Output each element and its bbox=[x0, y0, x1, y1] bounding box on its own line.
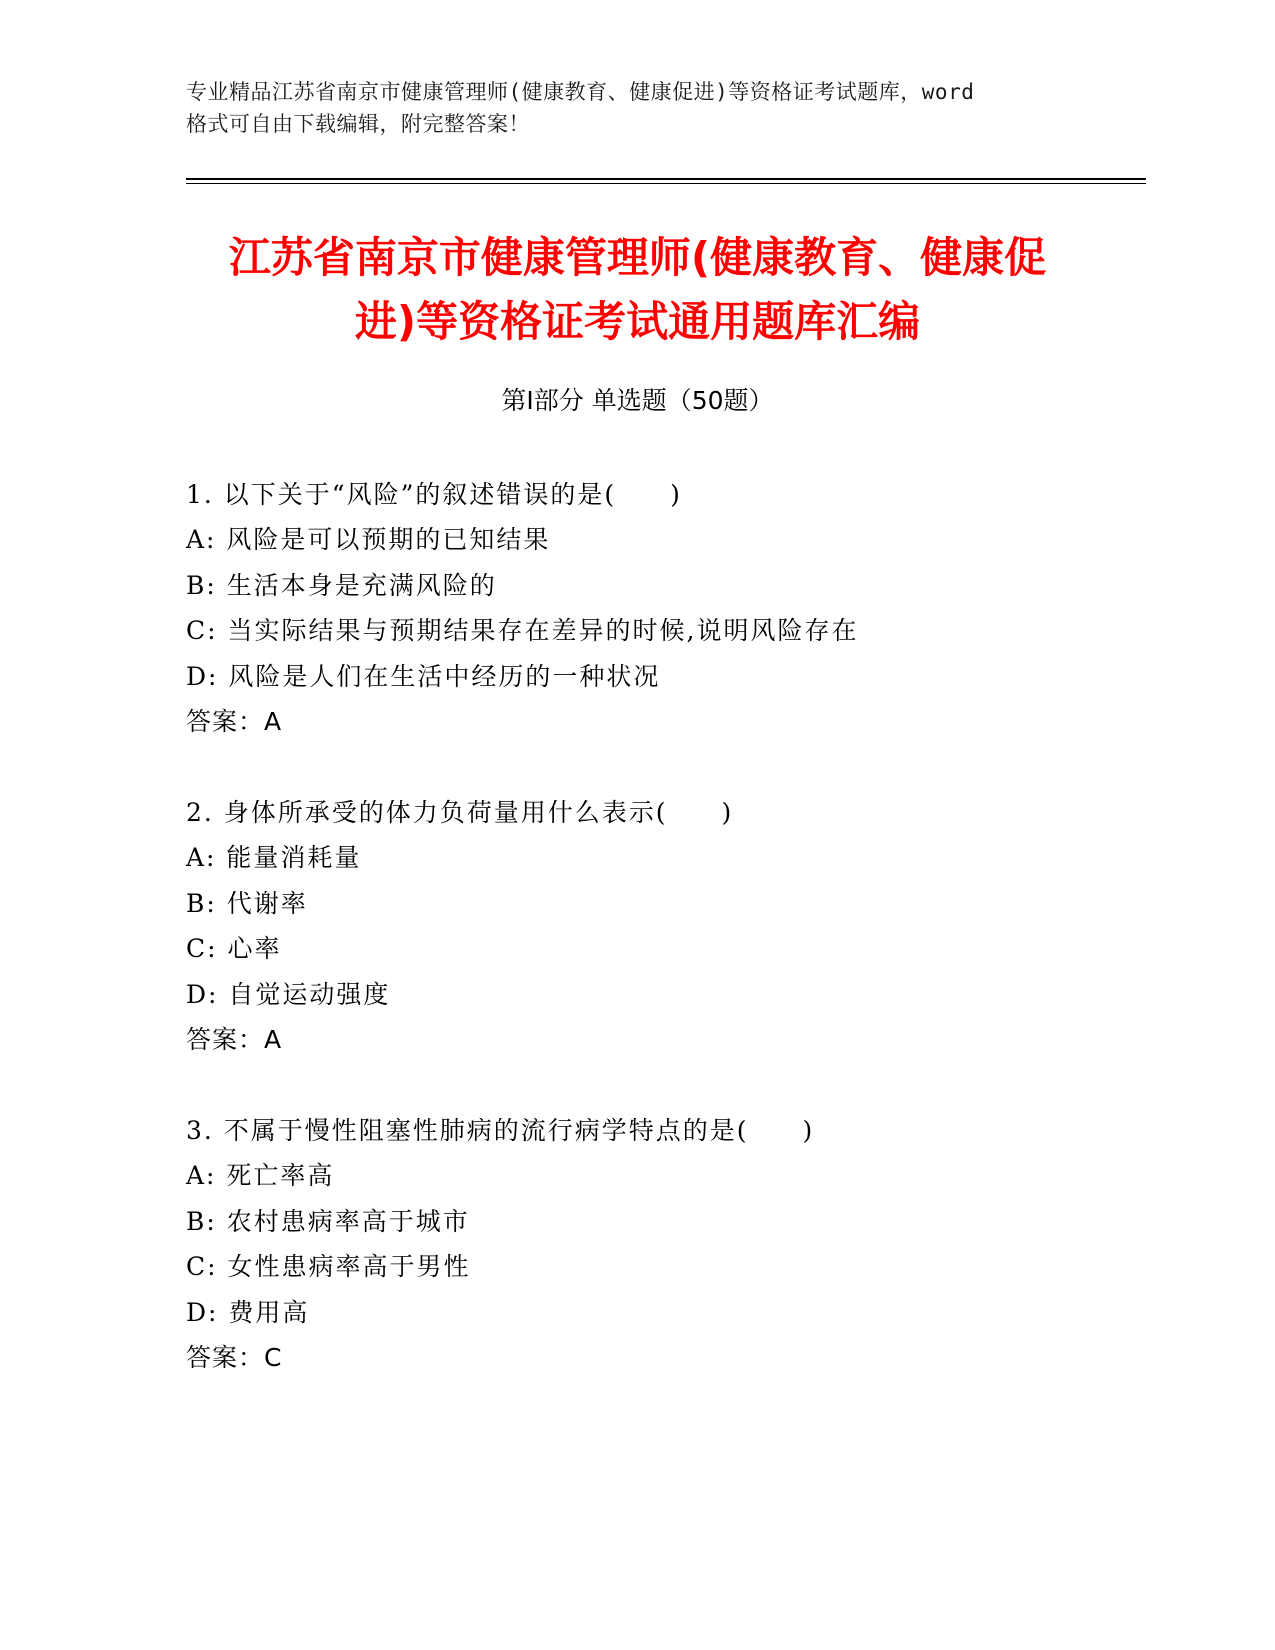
option-b: B: 生活本身是充满风险的 bbox=[186, 570, 497, 600]
option-c: C: 女性患病率高于男性 bbox=[186, 1252, 471, 1282]
question-stem: 3. 不属于慢性阻塞性肺病的流行病学特点的是( ) bbox=[186, 1116, 815, 1145]
question-stem: 1. 以下关于“风险”的叙述错误的是( ) bbox=[186, 480, 682, 509]
answer: 答案：A bbox=[186, 706, 283, 736]
question-2 bbox=[186, 790, 1186, 1062]
option-b: B: 代谢率 bbox=[186, 888, 308, 918]
question-3 bbox=[186, 1108, 1186, 1380]
option-d: D: 费用高 bbox=[186, 1297, 310, 1327]
header-note-line-2: 格式可自由下载编辑，附完整答案！ bbox=[186, 112, 530, 136]
section-title: 第Ⅰ部分 单选题（50题） bbox=[501, 386, 774, 415]
question-1 bbox=[186, 472, 1186, 744]
header-divider-thin bbox=[186, 183, 1146, 184]
question-stem: 2. 身体所承受的体力负荷量用什么表示( ) bbox=[186, 798, 734, 827]
option-c: C: 心率 bbox=[186, 934, 282, 964]
document-title-line-1: 江苏省南京市健康管理师(健康教育、健康促 bbox=[228, 233, 1047, 282]
option-d: D: 自觉运动强度 bbox=[186, 979, 391, 1009]
document-title bbox=[150, 226, 1125, 354]
answer: 答案：C bbox=[186, 1342, 283, 1372]
header-note-line-1: 专业精品江苏省南京市健康管理师(健康教育、健康促进)等资格证考试题库，word bbox=[186, 80, 975, 104]
header-note bbox=[186, 76, 1086, 140]
option-a: A: 能量消耗量 bbox=[186, 843, 362, 873]
option-b: B: 农村患病率高于城市 bbox=[186, 1206, 470, 1236]
option-d: D: 风险是人们在生活中经历的一种状况 bbox=[186, 661, 661, 691]
document-title-line-2: 进)等资格证考试通用题库汇编 bbox=[354, 297, 921, 346]
header-divider-thick bbox=[186, 178, 1146, 180]
option-a: A: 风险是可以预期的已知结果 bbox=[186, 525, 551, 555]
option-c: C: 当实际结果与预期结果存在差异的时候,说明风险存在 bbox=[186, 616, 859, 646]
option-a: A: 死亡率高 bbox=[186, 1161, 335, 1191]
answer: 答案：A bbox=[186, 1024, 283, 1054]
